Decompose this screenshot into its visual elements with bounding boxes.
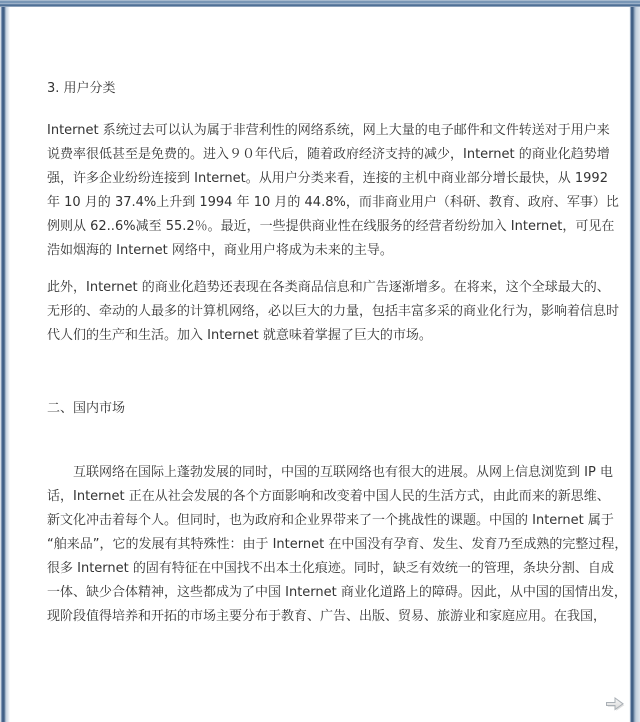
next-page-arrow-icon[interactable] — [604, 694, 626, 713]
text-line: 一体、缺少合体精神，这些都成为了中国 Internet 商业化道路上的障碍。因此，从中国的国情出发， — [47, 585, 627, 600]
text-line: 例则从 62..6%减至 55.2％。最近，一些提供商业性在线服务的经营者纷纷加入 Internet，可见在 — [47, 219, 615, 234]
text-line: 无形的、牵动的人最多的计算机网络，必以巨大的力量，包括丰富多采的商业化行为，影响着信息时 — [47, 304, 620, 319]
text-line: 年 10 月的 37.4%上升到 1994 年 10 月的 44.8%，而非商业用户（科研、教育、政府、军事）比 — [47, 195, 619, 210]
window-top-edge — [0, 0, 640, 7]
text-line: 互联网络在国际上蓬勃发展的同时，中国的互联网络也有很大的进展。从网上信息浏览到 IP 电 — [73, 465, 613, 480]
section-heading-user-classification: 3. 用户分类 — [47, 81, 116, 96]
text-line: 浩如烟海的 Internet 网络中，商业用户将成为未来的主导。 — [47, 243, 393, 258]
text-line: 代人们的生产和生活。加入 Internet 就意味着掌握了巨大的市场。 — [47, 328, 432, 343]
paragraph — [47, 461, 628, 629]
paragraph — [47, 276, 620, 348]
text-line: 说费率很低甚至是免费的。进入９０年代后，随着政府经济支持的减少，Internet 的商业化趋势增 — [47, 147, 610, 162]
page-content — [10, 7, 629, 722]
paragraph — [47, 119, 619, 263]
text-line: 强，许多企业纷纷连接到 Internet。从用户分类来看，连接的主机中商业部分增长最快，从 1992 — [47, 171, 608, 186]
text-line: 话，Internet 正在从社会发展的各个方面影响和改变着中国人民的生活方式，由此而来的新思维、 — [47, 489, 610, 504]
window-left-edge — [0, 7, 10, 722]
text-line: 新文化冲击着每个人。但同时，也为政府和企业界带来了一个挑战性的课题。中国的 Internet 属于 — [47, 513, 614, 528]
window-right-edge — [629, 7, 640, 722]
text-line: Internet 系统过去可以认为属于非营利性的网络系统，网上大量的电子邮件和文件转送对于用户来 — [47, 123, 610, 138]
text-line: 很多 Internet 的固有特征在中国找不出本土化痕迹。同时，缺乏有效统一的管理，条块分割、自成 — [47, 561, 614, 576]
text-line: “舶来品”，它的发展有其特殊性：由于 Internet 在中国没有孕育、发生、发育乃至成熟的完整过程， — [47, 537, 628, 552]
section-heading-domestic-market: 二、国内市场 — [47, 401, 126, 416]
text-line: 此外，Internet 的商业化趋势还表现在各类商品信息和广告逐渐增多。在将来，这个全球最大的、 — [47, 280, 610, 295]
text-line: 现阶段值得培养和开拓的市场主要分布于教育、广告、出版、贸易、旅游业和家庭应用。在我国， — [47, 609, 607, 624]
